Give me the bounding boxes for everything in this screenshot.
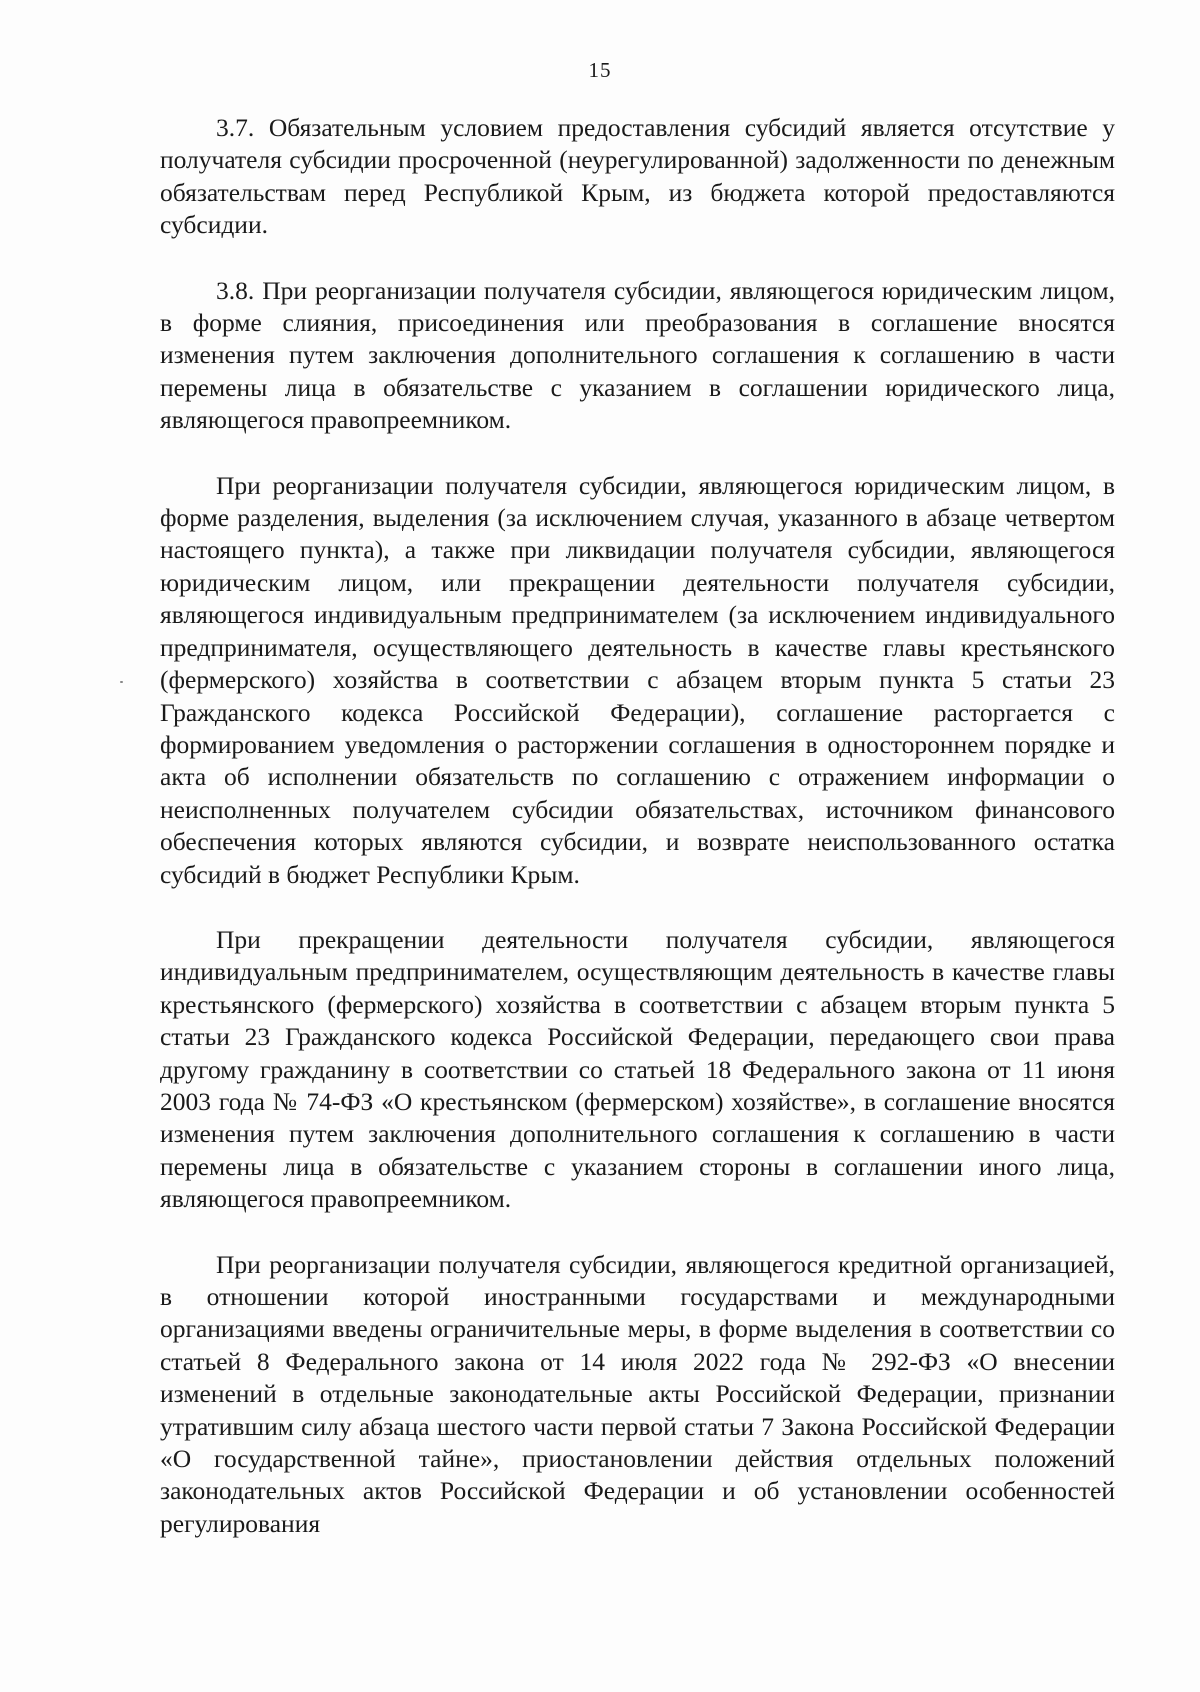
- paragraph-reorganization-division: При реорганизации получателя субсидии, являющегося юридическим лицом, в форме разделения, выделения (за исключением случая, указанного в абзаце четвертом настоящего пункта), а также при ликвидации получателя субсидии, являющегося юридическим лицом, или прекращении деятельности получателя субсидии, являющегося индивидуальным предпринимателем (за исключением индивидуального предпринимателя, осуществляющего деятельность в качестве главы крестьянского (фермерского) хозяйства в соответствии с абзацем вторым пункта 5 статьи 23 Гражданского кодекса Российской Федерации), соглашение расторгается с формированием уведомления о расторжении соглашения в одностороннем порядке и акта об исполнении обязательств по соглашению с отражением информации о неисполненных получателем субсидии обязательствах, источником финансового обеспечения которых являются субсидии, и возврате неиспользованного остатка субсидий в бюджет Республики Крым.: [160, 470, 1115, 889]
- scan-speck: [120, 681, 123, 683]
- paragraph-3-7: 3.7. Обязательным условием предоставления субсидий является отсутствие у получателя субсидии просроченной (неурегулированной) задолженности по денежным обязательствам перед Республикой Крым, из бюджета которой предоставляются субсидии.: [160, 113, 1115, 240]
- page-number: 15: [588, 58, 612, 82]
- paragraph-farm-termination: При прекращении деятельности получателя субсидии, являющегося индивидуальным предпринимателем, осуществляющим деятельность в качестве главы крестьянского (фермерского) хозяйства в соответствии с абзацем вторым пункта 5 статьи 23 Гражданского кодекса Российской Федерации, передающего свои права другому гражданину в соответствии со статьей 18 Федерального закона от 11 июня 2003 года № 74-ФЗ «О крестьянском (фермерском) хозяйстве», в соглашение вносятся изменения путем заключения дополнительного соглашения к соглашению в части перемены лица в обязательстве с указанием стороны в соглашении иного лица, являющегося правопреемником.: [160, 924, 1115, 1214]
- paragraph-credit-organization: При реорганизации получателя субсидии, являющегося кредитной организацией, в отношении которой иностранными государствами и международными организациями введены ограничительные меры, в форме выделения в соответствии со статьей 8 Федерального закона от 14 июля 2022 года № 292-ФЗ «О внесении изменений в отдельные законодательные акты Российской Федерации, признании утратившим силу абзаца шестого части первой статьи 7 Закона Российской Федерации «О государственной тайне», приостановлении действия отдельных положений законодательных актов Российской Федерации и об установлении особенностей регулирования: [160, 1249, 1115, 1538]
- paragraph-3-8: 3.8. При реорганизации получателя субсидии, являющегося юридическим лицом, в форме слияния, присоединения или преобразования в соглашение вносятся изменения путем заключения дополнительного соглашения к соглашению в части перемены лица в обязательстве с указанием в соглашении юридического лица, являющегося правопреемником.: [160, 275, 1115, 435]
- document-body: [160, 112, 1115, 1540]
